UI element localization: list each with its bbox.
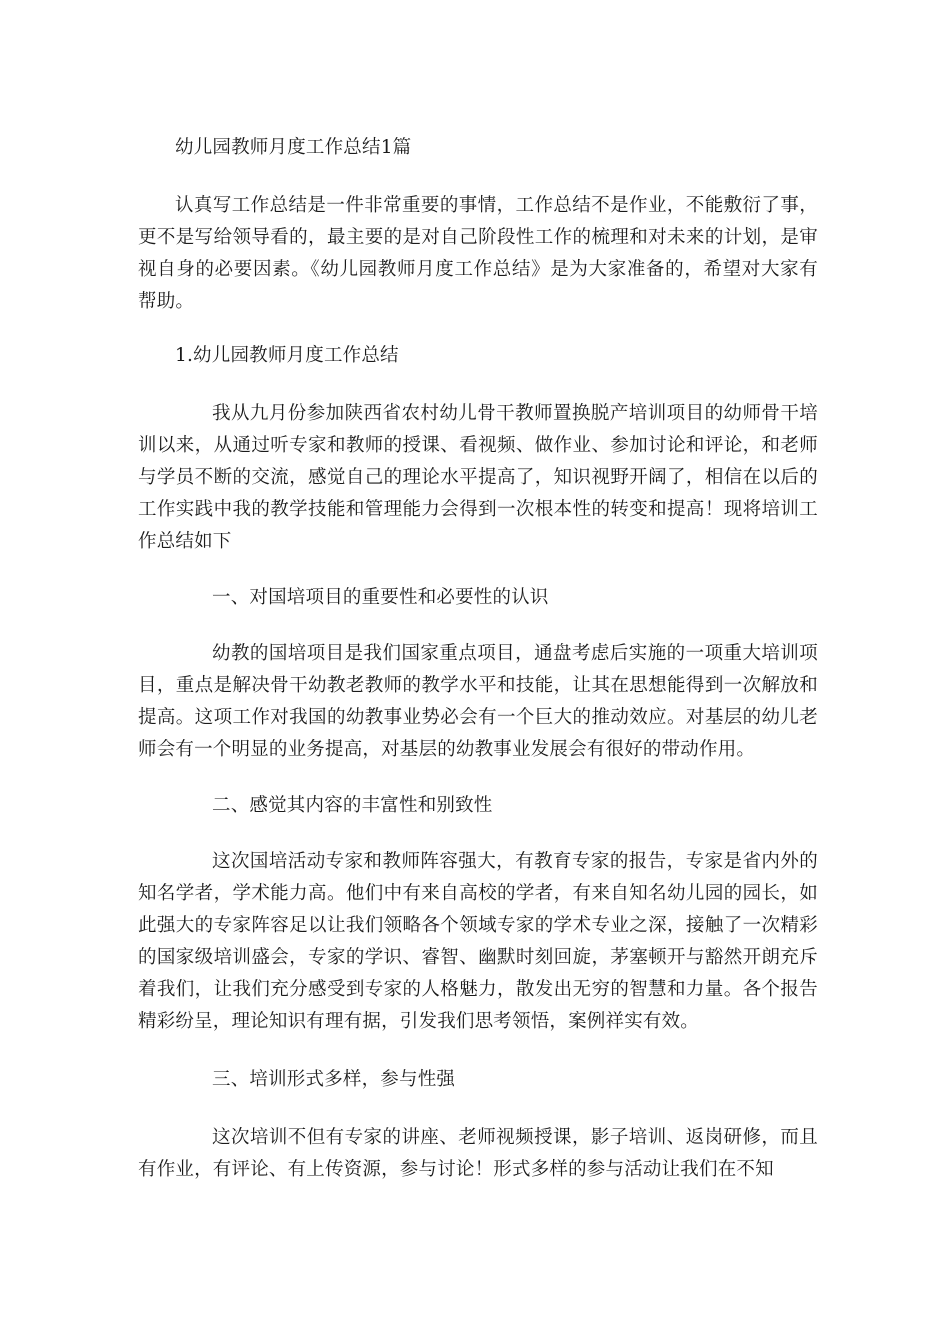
opening-paragraph: 我从九月份参加陕西省农村幼儿骨干教师置换脱产培训项目的幼师骨干培训以来，从通过听专家和教师的授课、看视频、做作业、参加讨论和评论，和老师与学员不断的交流，感觉自己的理论水平提高了，知识视野开阔了，相信在以后的工作实践中我的教学技能和管理能力会得到一次根本性的转变和提高！现将培训工作总结如下 [138, 403, 818, 552]
document-title: 幼儿园教师月度工作总结1篇 [175, 137, 412, 158]
section-title: 1.幼儿园教师月度工作总结 [175, 345, 399, 366]
section-body-1: 幼教的国培项目是我们国家重点项目，通盘考虑后实施的一项重大培训项目，重点是解决骨干幼教老教师的教学水平和技能，让其在思想能得到一次解放和提高。这项工作对我国的幼教事业势必会有一个巨大的推动效应。对基层的幼儿老师会有一个明显的业务提高，对基层的幼教事业发展会有很好的带动作用。 [138, 643, 818, 760]
section-heading-3: 三、培训形式多样，参与性强 [212, 1069, 456, 1090]
section-body-3: 这次培训不但有专家的讲座、老师视频授课，影子培训、返岗研修，而且有作业，有评论、有上传资源，参与讨论！形式多样的参与活动让我们在不知 [138, 1127, 818, 1180]
section-body-2: 这次国培活动专家和教师阵容强大，有教育专家的报告，专家是省内外的知名学者，学术能力高。他们中有来自高校的学者，有来自知名幼儿园的园长，如此强大的专家阵容足以让我们领略各个领域专家的学术专业之深，接触了一次精彩的国家级培训盛会，专家的学识、睿智、幽默时刻回旋，茅塞顿开与豁然开朗充斥着我们，让我们充分感受到专家的人格魅力，散发出无穷的智慧和力量。各个报告精彩纷呈，理论知识有理有据，引发我们思考领悟，案例祥实有效。 [138, 851, 818, 1032]
intro-paragraph: 认真写工作总结是一件非常重要的事情，工作总结不是作业，不能敷衍了事，更不是写给领导看的，最主要的是对自己阶段性工作的梳理和对未来的计划，是审视自身的必要因素。《幼儿园教师月度工作总结》是为大家准备的，希望对大家有帮助。 [138, 195, 818, 312]
section-heading-2: 二、感觉其内容的丰富性和别致性 [212, 795, 493, 816]
section-heading-1: 一、对国培项目的重要性和必要性的认识 [212, 587, 549, 608]
